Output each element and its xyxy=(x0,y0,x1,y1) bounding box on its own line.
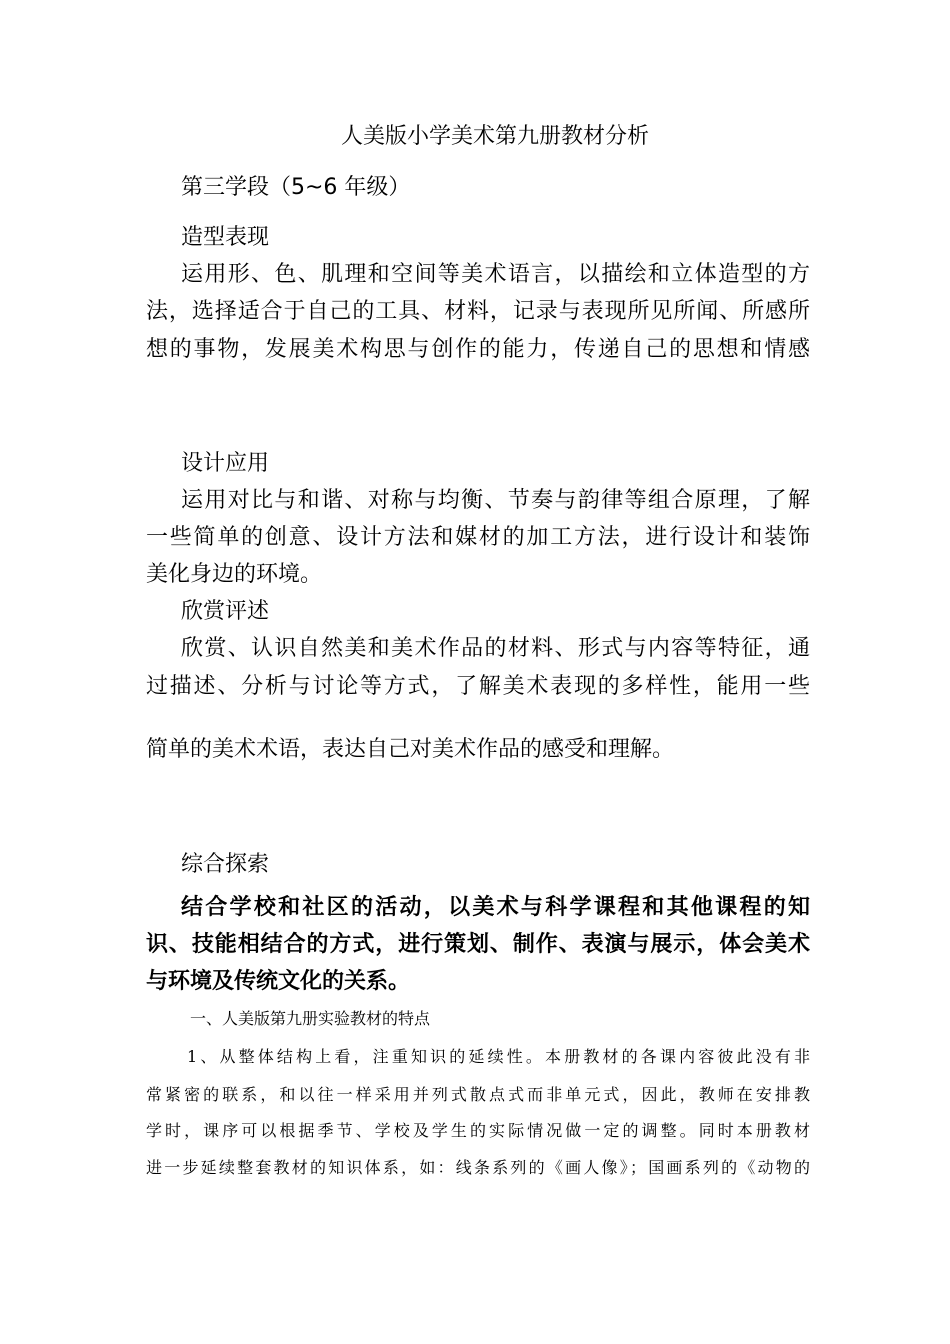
section-heading-appreciation: 欣赏评述 xyxy=(181,599,270,624)
section-heading-exploration: 综合探索 xyxy=(181,852,270,877)
paragraph-line: 运用形、色、肌理和空间等美术语言，以描绘和立体造型的方 xyxy=(181,262,810,287)
paragraph-line: 与环境及传统文化的关系。 xyxy=(146,969,411,994)
document-title: 人美版小学美术第九册教材分析 xyxy=(340,124,649,149)
paragraph-line: 常紧密的联系，和以往一样采用并列式散点式而非单元式，因此，教师在安排教 xyxy=(146,1085,810,1104)
paragraph-line: 欣赏、认识自然美和美术作品的材料、形式与内容等特征，通 xyxy=(181,636,810,661)
paragraph-line: 过描述、分析与讨论等方式，了解美术表现的多样性，能用一些 xyxy=(146,674,810,699)
section-heading-design: 设计应用 xyxy=(181,451,270,476)
part-one-heading: 一、人美版第九册实验教材的特点 xyxy=(190,1009,431,1028)
paragraph-line: 美化身边的环境。 xyxy=(146,562,323,587)
paragraph-line: 进一步延续整套教材的知识体系，如：线条系列的《画人像》；国画系列的《动物的 xyxy=(146,1158,810,1177)
paragraph-line: 结合学校和社区的活动，以美术与科学课程和其他课程的知 xyxy=(181,895,810,920)
section-heading-modeling: 造型表现 xyxy=(181,225,270,250)
paragraph-line: 运用对比与和谐、对称与均衡、节奏与韵律等组合原理，了解 xyxy=(181,488,810,513)
paragraph-line: 想的事物，发展美术构思与创作的能力，传递自己的思想和情感 xyxy=(146,337,810,362)
paragraph-line: 法，选择适合于自己的工具、材料，记录与表现所见所闻、所感所 xyxy=(146,299,810,324)
paragraph-line: 学时，课序可以根据季节、学校及学生的实际情况做一定的调整。同时本册教材 xyxy=(146,1121,810,1140)
paragraph-line: 识、技能相结合的方式，进行策划、制作、表演与展示，体会美术 xyxy=(146,932,810,957)
stage-heading: 第三学段（5~6 年级） xyxy=(181,175,411,200)
paragraph-line: 简单的美术术语，表达自己对美术作品的感受和理解。 xyxy=(146,737,675,762)
paragraph-line: 1、从整体结构上看，注重知识的延续性。本册教材的各课内容彼此没有非 xyxy=(187,1047,810,1066)
paragraph-line: 一些简单的创意、设计方法和媒材的加工方法，进行设计和装饰 xyxy=(146,525,810,550)
